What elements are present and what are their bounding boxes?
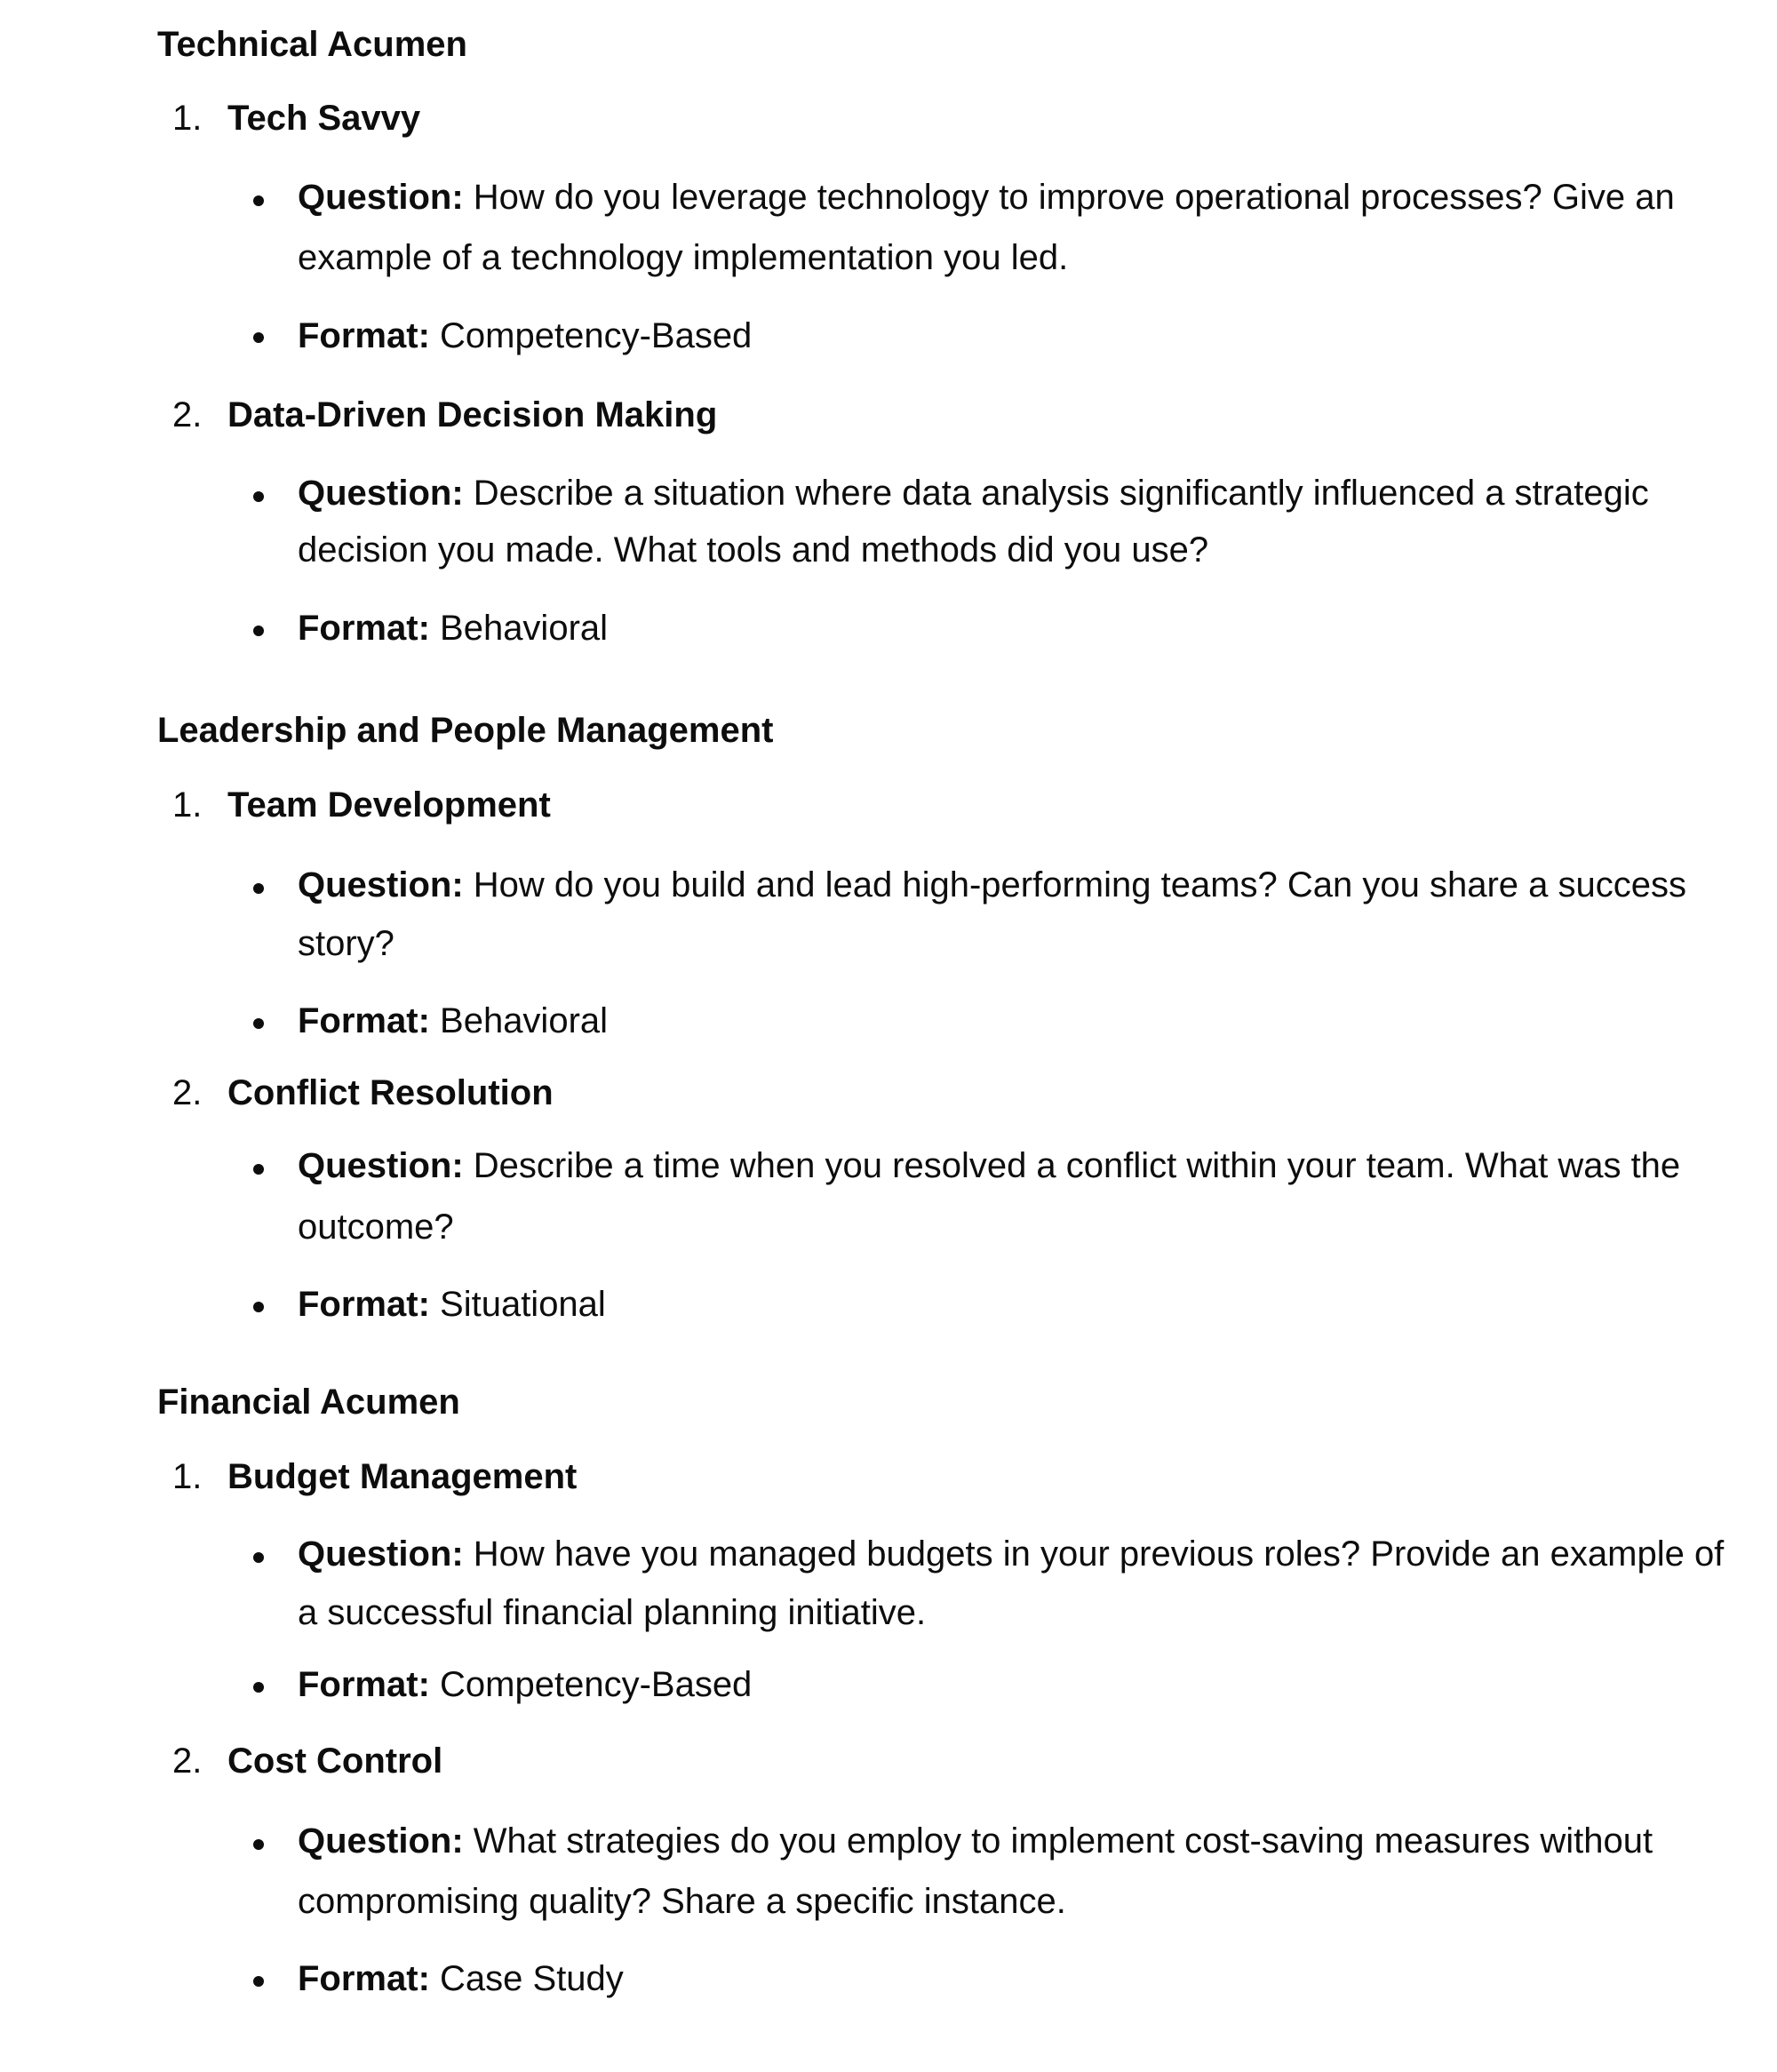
question-text: How do you build and lead high-performing teams? Can you share a success (473, 865, 1687, 905)
format-line (298, 1665, 752, 1705)
bullet-icon (253, 883, 264, 894)
question-text-continued: outcome? (298, 1207, 454, 1247)
format-value: Competency-Based (440, 1665, 753, 1704)
question-text-continued: decision you made. What tools and methods did you use? (298, 530, 1209, 570)
question-label: Question: (298, 178, 464, 217)
item-title: Tech Savvy (227, 99, 421, 138)
question-label: Question: (298, 474, 464, 513)
section-heading: Technical Acumen (157, 25, 467, 64)
question-text-continued: a successful financial planning initiative. (298, 1593, 927, 1632)
question-text: Describe a situation where data analysis significantly influenced a strategic (473, 474, 1649, 513)
format-value: Behavioral (440, 1001, 609, 1040)
item-number: 1. (172, 785, 203, 825)
item-title: Data-Driven Decision Making (227, 395, 718, 434)
bullet-icon (253, 1839, 264, 1850)
format-label: Format: (298, 1001, 430, 1040)
question-text: Describe a time when you resolved a conflict within your team. What was the (473, 1146, 1681, 1185)
question-line (298, 474, 1649, 514)
format-label: Format: (298, 609, 430, 648)
item-number: 2. (172, 395, 203, 434)
bullet-icon (253, 491, 264, 502)
bullet-icon (253, 332, 264, 343)
format-line (298, 316, 752, 356)
question-text: How have you managed budgets in your previous roles? Provide an example of (473, 1534, 1725, 1574)
question-line (298, 1821, 1653, 1861)
format-line (298, 1959, 624, 1999)
bullet-icon (253, 195, 264, 206)
question-text: What strategies do you employ to implement cost-saving measures without (473, 1821, 1653, 1861)
format-line (298, 1285, 606, 1325)
item-number: 1. (172, 1457, 203, 1496)
format-label: Format: (298, 1285, 430, 1324)
format-line (298, 1001, 608, 1041)
item-number: 1. (172, 99, 203, 138)
section-heading: Leadership and People Management (157, 711, 774, 750)
format-label: Format: (298, 1665, 430, 1704)
item-title: Cost Control (227, 1741, 443, 1781)
format-label: Format: (298, 1959, 430, 1998)
question-line (298, 178, 1675, 218)
item-number: 2. (172, 1741, 203, 1781)
question-text: How do you leverage technology to improve operational processes? Give an (473, 178, 1675, 217)
bullet-icon (253, 1682, 264, 1693)
bullet-icon (253, 1976, 264, 1987)
format-value: Behavioral (440, 609, 609, 648)
question-label: Question: (298, 1146, 464, 1185)
question-label: Question: (298, 865, 464, 905)
format-line (298, 609, 608, 649)
item-title: Budget Management (227, 1457, 578, 1496)
bullet-icon (253, 1302, 264, 1312)
question-line (298, 1146, 1680, 1186)
bullet-icon (253, 1018, 264, 1029)
bullet-icon (253, 1164, 264, 1175)
item-title: Team Development (227, 785, 551, 825)
item-number: 2. (172, 1073, 203, 1112)
format-label: Format: (298, 316, 430, 355)
question-label: Question: (298, 1821, 464, 1861)
question-line (298, 865, 1686, 905)
format-value: Case Study (440, 1959, 624, 1998)
question-text-continued: example of a technology implementation you led. (298, 238, 1069, 277)
format-value: Competency-Based (440, 316, 753, 355)
section-heading: Financial Acumen (157, 1383, 460, 1422)
question-text-continued: story? (298, 924, 394, 963)
question-line (298, 1534, 1724, 1574)
bullet-icon (253, 626, 264, 636)
question-label: Question: (298, 1534, 464, 1574)
question-text-continued: compromising quality? Share a specific instance. (298, 1882, 1066, 1921)
bullet-icon (253, 1552, 264, 1563)
item-title: Conflict Resolution (227, 1073, 554, 1112)
format-value: Situational (440, 1285, 606, 1324)
